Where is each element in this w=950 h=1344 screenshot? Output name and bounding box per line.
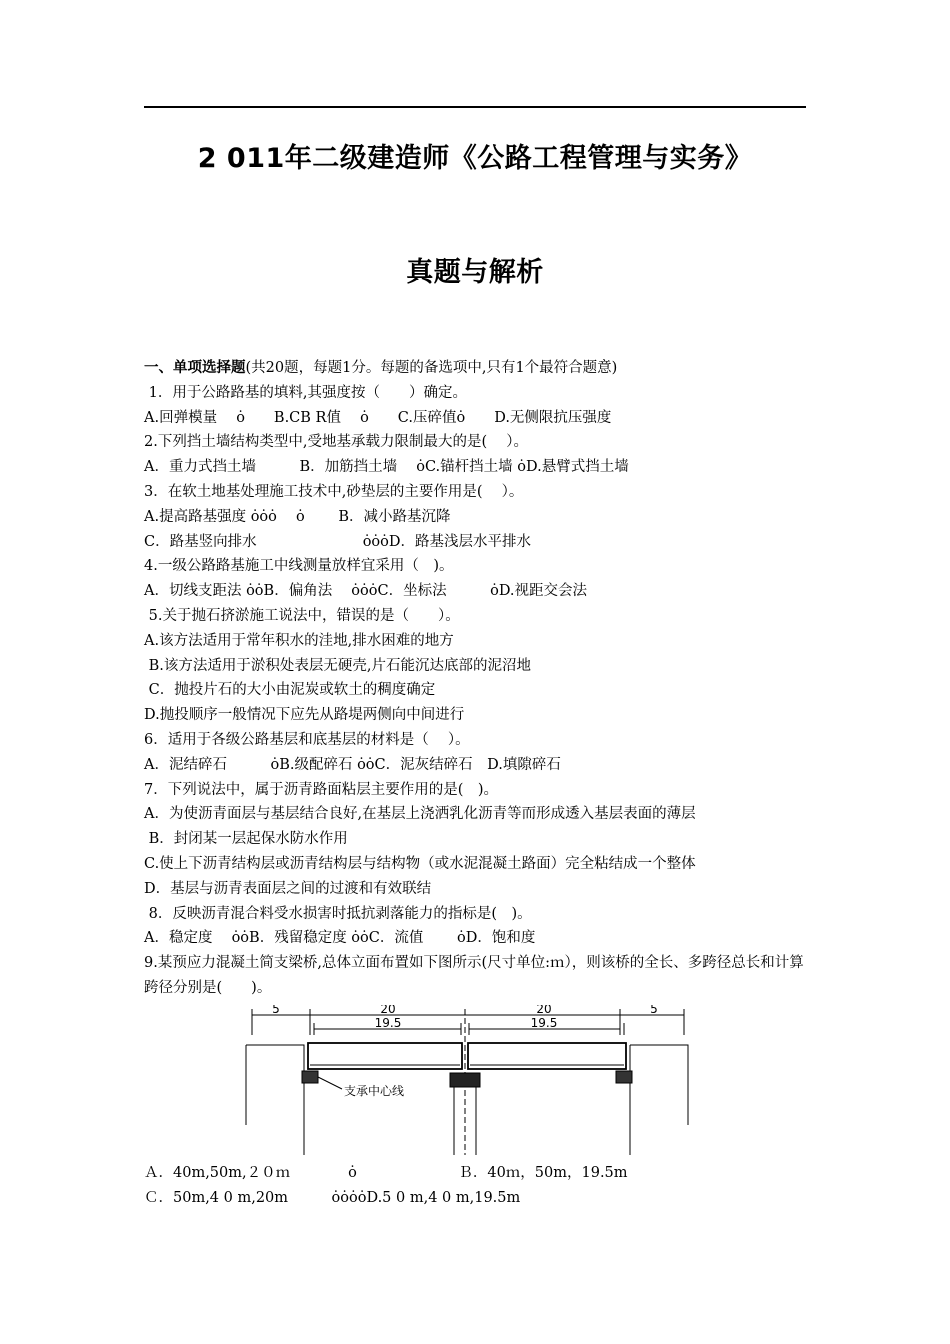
text-line: A．重力式挡土墙 B．加筋挡土墙 ȯC.锚杆挡土墙 ȯD.悬臂式挡土墙 — [144, 459, 629, 476]
text-line: D．基层与沥青表面层之间的过渡和有效联结 — [144, 880, 432, 897]
document-subtitle: 真题与解析 — [406, 257, 544, 288]
text-line: A．稳定度 ȯȯB．残留稳定度 ȯȯC．流值 ȯD．饱和度 — [144, 930, 536, 947]
bearing-centerline-label: 支承中心线 — [344, 1083, 405, 1098]
dim-label: 19.5 — [374, 1015, 402, 1030]
text-line: 4.一级公路路基施工中线测量放样宜采用（ )。 — [144, 558, 454, 575]
dim-label: 5 — [272, 1004, 280, 1016]
text-line: B.该方法适用于淤积处表层无硬壳,片石能沉达底部的泥沼地 — [144, 657, 531, 674]
text-line: A．为使沥青面层与基层结合良好,在基层上浇洒乳化沥青等而形成透入基层表面的薄层 — [144, 806, 696, 823]
dim-label: 20 — [536, 1004, 552, 1016]
text-line: 2.下列挡土墙结构类型中,受地基承载力限制最大的是( ）。 — [144, 434, 528, 451]
question-body — [144, 356, 814, 1210]
dim-label: 20 — [380, 1004, 396, 1016]
text-line: 7．下列说法中，属于沥青路面粘层主要作用的是( )。 — [144, 781, 499, 798]
text-line: A.回弹模量 ȯ B.CB R值 ȯ C.压碎值ȯ D.无侧限抗压强度 — [144, 409, 612, 426]
text-line: 8．反映沥青混合料受水损害时抵抗剥落能力的指标是( )。 — [144, 905, 532, 922]
text-line: D.抛投顺序一般情况下应先从路堤两侧向中间进行 — [144, 707, 465, 724]
bridge-elevation-figure — [244, 1005, 704, 1155]
text-line: A.提高路基强度 ȯȯȯ ȯ B．减小路基沉降 — [144, 508, 451, 525]
text-line: A．切线支距法 ȯȯB．偏角法 ȯȯȯC．坐标法 ȯD.视距交会法 — [144, 583, 588, 600]
text-line: 6．适用于各级公路基层和底基层的材料是（ ）。 — [144, 731, 470, 748]
text-line: A.该方法适用于常年积水的洼地,排水困难的地方 — [144, 632, 454, 649]
document-title: 2 011年二级建造师《公路工程管理与实务》 — [197, 143, 753, 174]
bridge-diagram — [244, 1005, 704, 1155]
section-heading — [144, 356, 814, 381]
text-line: C．路基竖向排水 ȯȯȯD．路基浅层水平排水 — [144, 533, 532, 550]
question-9-stem: 9.某预应力混凝土简支梁桥,总体立面布置如下图所示(尺寸单位:ｍ），则该桥的全长、多跨径总长和计算跨径分别是( )。 — [144, 955, 804, 996]
dim-label: 5 — [650, 1004, 658, 1016]
dim-label: 19.5 — [530, 1015, 558, 1030]
question-9-options-ab: Ａ．40m,50m,２０ｍ ȯ Ｂ．40ｍ，50m，19.5m — [144, 1164, 628, 1181]
text-line: B．封闭某一层起保水防水作用 — [144, 831, 348, 848]
text-line: A．泥结碎石 ȯB.级配碎石 ȯȯC．泥灰结碎石 D.填隙碎石 — [144, 756, 561, 773]
section-heading-bold: 一、单项选择题 — [144, 360, 246, 376]
text-line: C．抛投片石的大小由泥炭或软土的稠度确定 — [144, 682, 436, 699]
text-line: 1．用于公路路基的填料,其强度按（ ）确定。 — [144, 384, 467, 401]
text-line: C.使上下沥青结构层或沥青结构层与结构物（或水泥混凝土路面）完全粘结成一个整体 — [144, 855, 696, 872]
header-rule — [144, 106, 806, 108]
question-9-options-cd: Ｃ．50m,4 0 m,20m ȯȯȯȯD.5 0 m,4 0 m,19.5m — [144, 1189, 521, 1206]
text-line: 5.关于抛石挤淤施工说法中，错误的是（ ）。 — [144, 607, 460, 624]
text-line: 3．在软土地基处理施工技术中,砂垫层的主要作用是( ）。 — [144, 483, 524, 500]
section-heading-note: (共20题，每题1分。每题的备选项中,只有1个最符合题意) — [245, 360, 618, 376]
